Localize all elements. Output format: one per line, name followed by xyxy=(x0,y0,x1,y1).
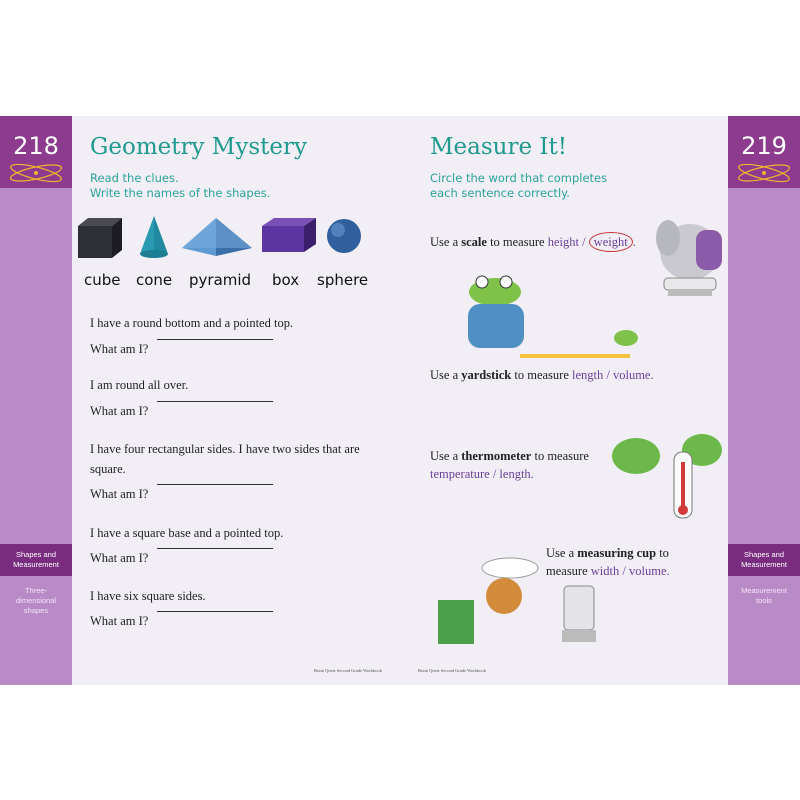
cone-icon xyxy=(140,216,168,258)
instruction-line: Read the clues. xyxy=(90,171,179,185)
question-label: What am I? xyxy=(90,551,149,565)
page-number-tab xyxy=(0,116,72,188)
cube-icon xyxy=(78,218,122,258)
footer-text: Brain Quest Second Grade Workbook xyxy=(418,668,487,673)
shape-label-pyramid: pyramid xyxy=(189,271,252,289)
question-label: What am I? xyxy=(90,487,149,501)
sphere-icon xyxy=(327,219,361,253)
footer-text: Brain Quest Second Grade Workbook xyxy=(314,668,383,673)
page-title: Geometry Mystery xyxy=(90,134,307,160)
clue-text: I am round all over. xyxy=(90,378,189,392)
answer-option[interactable]: length xyxy=(572,368,604,382)
pyramid-icon xyxy=(182,218,252,256)
atom-orbit-icon xyxy=(6,160,66,186)
clue-text: I have four rectangular sides. I have two sides that are square. xyxy=(90,442,360,476)
left-sidebar xyxy=(0,116,72,685)
answer-line[interactable] xyxy=(157,401,273,402)
measure-sentence: Use a thermometer to measure temperature / length. xyxy=(430,449,589,481)
instruction-line: Circle the word that completes xyxy=(430,171,608,185)
instruction-line: Write the names of the shapes. xyxy=(90,186,271,200)
section-label: Shapes and Measurement xyxy=(0,544,72,576)
answer-line[interactable] xyxy=(157,339,273,340)
measure-sentence: Use a yardstick to measure length / volume. xyxy=(430,368,654,382)
atom-orbit-icon xyxy=(734,160,794,186)
bear-measuring-cup-illustration xyxy=(434,556,614,646)
clue-text: I have a square base and a pointed top. xyxy=(90,526,284,540)
answer-line[interactable] xyxy=(157,548,273,549)
tool-name: thermometer xyxy=(461,449,532,463)
question-label: What am I? xyxy=(90,614,149,628)
shape-label-sphere: sphere xyxy=(317,271,369,289)
answer-option-circled[interactable]: weight xyxy=(589,232,633,252)
section-label: Shapes and Measurement xyxy=(728,544,800,576)
answer-option[interactable]: length xyxy=(499,467,531,481)
instruction-line: each sentence correctly. xyxy=(430,186,570,200)
question-label: What am I? xyxy=(90,342,149,356)
answer-line[interactable] xyxy=(157,484,273,485)
shape-label-cube: cube xyxy=(84,271,121,289)
measure-sentence: Use a scale to measure height / weight . xyxy=(430,232,636,252)
instructions xyxy=(430,171,607,201)
instructions xyxy=(90,171,270,201)
shapes-illustration xyxy=(76,214,376,264)
shape-label-cone: cone xyxy=(136,271,173,289)
shape-label-box: box xyxy=(272,271,300,289)
box-icon xyxy=(262,218,316,252)
page-number: 219 xyxy=(741,132,787,160)
topic-label: Measurement tools xyxy=(741,586,787,605)
tool-name: scale xyxy=(461,235,487,249)
clue-text: I have six square sides. xyxy=(90,589,206,603)
answer-option[interactable]: volume xyxy=(629,564,667,578)
tool-name: yardstick xyxy=(461,368,512,382)
answer-option[interactable]: width xyxy=(590,564,620,578)
answer-line[interactable] xyxy=(157,611,273,612)
page-number: 218 xyxy=(13,132,59,160)
answer-option[interactable]: temperature xyxy=(430,467,490,481)
right-sidebar xyxy=(728,116,800,685)
workbook-spread xyxy=(0,116,800,685)
clue-text: I have a round bottom and a pointed top. xyxy=(90,316,294,330)
topic-label: Three-dimensional shapes xyxy=(15,586,57,615)
page-number-tab xyxy=(728,116,800,188)
answer-option[interactable]: height xyxy=(547,235,579,249)
turtles-thermometer-illustration xyxy=(596,412,728,522)
elephant-scale-illustration xyxy=(646,208,728,300)
question-label: What am I? xyxy=(90,404,149,418)
answer-option[interactable]: volume xyxy=(612,368,651,382)
page-title: Measure It! xyxy=(430,134,567,160)
frog-yardstick-illustration xyxy=(450,274,650,364)
measure-sentence: Use a measuring cup to measure width / volume. xyxy=(546,546,670,578)
tool-name: measuring cup xyxy=(577,546,657,560)
